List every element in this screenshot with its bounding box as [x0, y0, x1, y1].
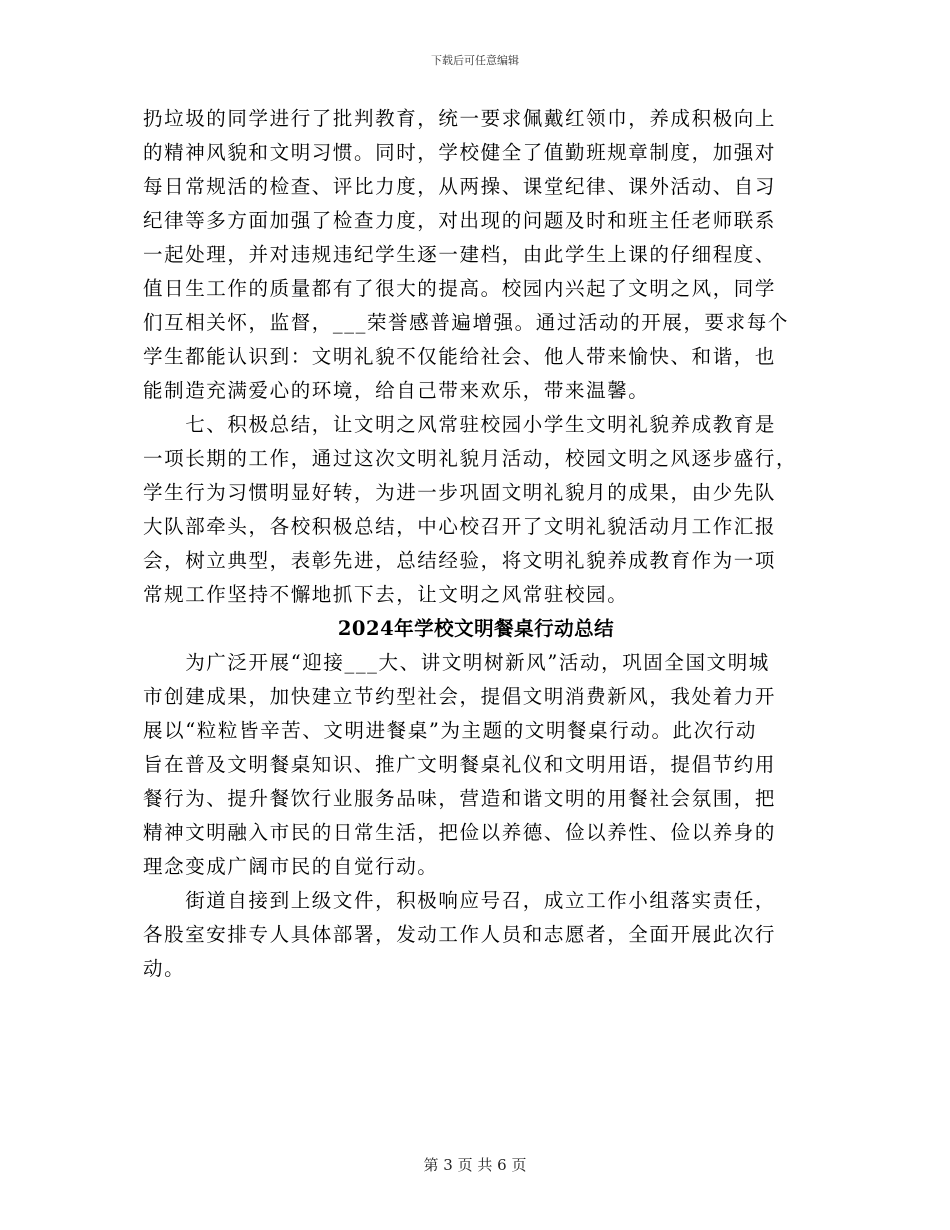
text-line: 动。: [143, 957, 186, 980]
text-line: 理念变成广阔市民的自觉行动。: [143, 855, 439, 878]
text-line: 们互相关怀，监督，___荣誉感普遍增强。通过活动的开展，要求每个: [143, 311, 789, 334]
text-line: 一起处理，并对违规违纪学生逐一建档，由此学生上课的仔细程度、: [143, 243, 777, 266]
text-line: 各股室安排专人具体部署，发动工作人员和志愿者，全面开展此次行: [143, 923, 777, 946]
text-line: 展以“粒粒皆辛苦、文明进餐桌”为主题的文明餐桌行动。此次行动: [143, 719, 757, 742]
page-header-note: 下载后可任意编辑: [431, 54, 519, 67]
page-number: 第 3 页 共 6 页: [423, 1156, 527, 1174]
text-line: 扔垃圾的同学进行了批判教育，统一要求佩戴红领巾，养成积极向上: [143, 107, 777, 130]
paragraph: [143, 102, 809, 408]
text-line: 会，树立典型，表彰先进，总结经验，将文明礼貌养成教育作为一项: [143, 549, 777, 572]
text-line: 大队部牵头，各校积极总结，中心校召开了文明礼貌活动月工作汇报: [143, 515, 777, 538]
text-line: 一项长期的工作，通过这次文明礼貌月活动，校园文明之风逐步盛行，: [143, 447, 798, 470]
section-title: 2024年学校文明餐桌行动总结: [337, 617, 615, 640]
text-line: 旨在普及文明餐桌知识、推广文明餐桌礼仪和文明用语，提倡节约用: [143, 753, 777, 776]
text-line: 的精神风貌和文明习惯。同时，学校健全了值勤班规章制度，加强对: [143, 141, 777, 164]
text-line: 学生都能认识到：文明礼貌不仅能给社会、他人带来愉快、和谐，也: [143, 345, 777, 368]
paragraph: [143, 408, 809, 612]
text-line: 常规工作坚持不懈地抓下去，让文明之风常驻校园。: [143, 583, 629, 606]
text-line: 每日常规活的检查、评比力度，从两操、课堂纪律、课外活动、自习: [143, 175, 777, 198]
paragraph: [143, 884, 809, 986]
paragraph: [143, 646, 809, 884]
text-line: 学生行为习惯明显好转，为进一步巩固文明礼貌月的成果，由少先队: [143, 481, 777, 504]
text-line: 精神文明融入市民的日常生活，把俭以养德、俭以养性、俭以养身的: [143, 821, 777, 844]
text-line: 为广泛开展“迎接___大、讲文明树新风”活动，巩固全国文明城: [143, 651, 770, 674]
text-line: 纪律等多方面加强了检查力度，对出现的问题及时和班主任老师联系: [143, 209, 777, 232]
text-line: 市创建成果，加快建立节约型社会，提倡文明消费新风，我处着力开: [143, 685, 777, 708]
document-body: [143, 102, 809, 986]
text-line: 餐行为、提升餐饮行业服务品味，营造和谐文明的用餐社会氛围，把: [143, 787, 777, 810]
text-line: 值日生工作的质量都有了很大的提高。校园内兴起了文明之风，同学: [143, 277, 777, 300]
text-line: 七、积极总结，让文明之风常驻校园小学生文明礼貌养成教育是: [143, 413, 777, 436]
text-line: 街道自接到上级文件，积极响应号召，成立工作小组落实责任，: [143, 889, 777, 912]
text-line: 能制造充满爱心的环境，给自己带来欢乐，带来温馨。: [143, 379, 650, 402]
